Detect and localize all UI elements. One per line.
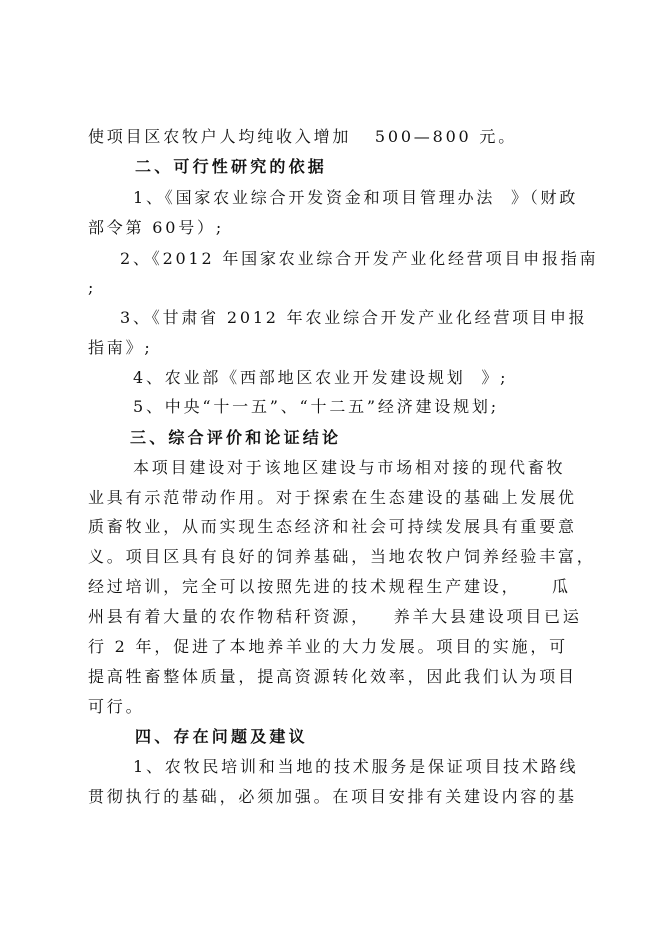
text-line: 可行。 (88, 697, 145, 716)
section-heading: 二、可行性研究的依据 (135, 157, 328, 176)
text-line: 贯彻执行的基础，必须加强。在项目安排有关建设内容的基 (88, 787, 577, 806)
text-line: 业具有示范带动作用。对于探索在生态建设的基础上发展优 (88, 488, 577, 507)
text-line: 5、中央“十一五”、“十二五”经济建设规划; (133, 397, 499, 416)
text-line: 2、《2012 年国家农业综合开发产业化经营项目申报指南 (120, 249, 599, 268)
section-heading: 三、综合评价和论证结论 (130, 428, 342, 447)
section-heading: 四、存在问题及建议 (135, 727, 308, 746)
text-line: 使项目区农牧户人均纯收入增加 500—800 元。 (88, 127, 518, 146)
text-line: 义。项目区具有良好的饲养基础，当地农牧户饲养经验丰富， (88, 547, 596, 566)
text-line: 质畜牧业，从而实现生态经济和社会可持续发展具有重要意 (88, 517, 577, 536)
text-line: 3、《甘肃省 2012 年农业综合开发产业化经营项目申报 (120, 308, 588, 327)
text-line: ; (88, 278, 97, 297)
text-line: 州县有着大量的农作物秸秆资源， 养羊大县建设项目已运 (88, 607, 582, 626)
text-line: 行 2 年，促进了本地养羊业的大力发展。项目的实施，可 (88, 637, 568, 656)
text-line: 部令第 60号）; (88, 218, 225, 237)
text-line: 1、《国家农业综合开发资金和项目管理办法 》（财政 (133, 188, 579, 207)
text-line: 指南》; (88, 338, 153, 357)
text-line: 经过培训，完全可以按照先进的技术规程生产建设， 瓜 (88, 577, 571, 596)
text-line: 提高牲畜整体质量，提高资源转化效率，因此我们认为项目 (88, 667, 577, 686)
text-line: 本项目建设对于该地区建设与市场相对接的现代畜牧 (133, 458, 566, 477)
text-line: 1、农牧民培训和当地的技术服务是保证项目技术路线 (133, 757, 579, 776)
text-line: 4、农业部《西部地区农业开发建设规划 》; (133, 368, 509, 387)
